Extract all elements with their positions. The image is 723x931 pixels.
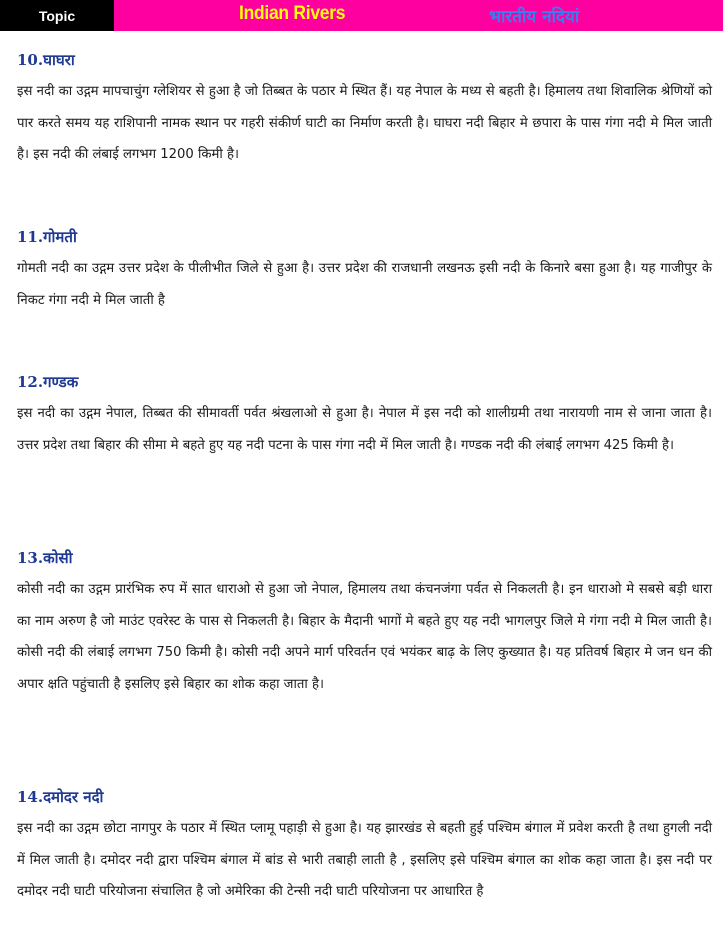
title-hindi: भारतीय नदियां: [489, 7, 580, 27]
title-band: [114, 0, 723, 31]
section-gomti: [17, 227, 712, 316]
section-title: 12.गण्डक: [17, 373, 79, 391]
section-kosi: [17, 548, 712, 700]
section-ghaghra: [17, 50, 712, 171]
topic-label: Topic: [0, 0, 114, 31]
section-title: 14.दमोदर नदी: [17, 788, 104, 806]
section-body: इस नदी का उद्गम छोटा नागपुर के पठार में स्थित प्लामू पहाड़ी से हुआ है। यह झारखंड से बहती हुई पश्चिम बंगाल में प्रवेश करती है तथा हुगली नदी में मिल जाती है। दमोदर नदी द्वारा पश्चिम बंगाल में बांड से भारी तबाही लाती है , इसलिए इसे पश्चिम बंगाल का शोक कहा जाता है। इस नदी पर दमोदर नदी घाटी परियोजना संचालित है जो अमेरिका की टेन्सी नदी घाटी परियोजना पर आधारित है: [17, 821, 712, 899]
section-title: 13.कोसी: [17, 549, 73, 567]
section-body: इस नदी का उद्गम मापचाचुंग ग्लेशियर से हुआ है जो तिब्बत के पठार मे स्थित हैं। यह नेपाल के मध्य से बहती है। हिमालय तथा शिवालिक श्रेणियों को पार करते समय यह राशिपानी नामक स्थान पर गहरी संकीर्ण घाटी का निर्माण करती है। घाघरा नदी बिहार मे छपारा के पास गंगा नदी मे मिल जाती है। इस नदी की लंबाई लगभग 1200 किमी है।: [17, 84, 712, 162]
section-damodar: [17, 787, 712, 908]
section-body: इस नदी का उद्गम नेपाल, तिब्बत की सीमावर्ती पर्वत श्रंखलाओ से हुआ है। नेपाल में इस नदी को शालीग्रमी तथा नारायणी नाम से जाना जाता है। उत्तर प्रदेश तथा बिहार की सीमा मे बहते हुए यह नदी पटना के पास गंगा नदी में मिल जाती है। गण्डक नदी की लंबाई लगभग 425 किमी है।: [17, 406, 712, 453]
section-body: कोसी नदी का उद्गम प्रारंभिक रुप में सात धाराओ से हुआ जो नेपाल, हिमालय तथा कंचनजंगा पर्वत से निकलती है। इन धाराओ मे सबसे बड़ी धारा का नाम अरुण है जो माउंट एवरेस्ट के पास से निकलती है। बिहार के मैदानी भागों मे बहते हुए यह नदी भागलपुर जिले मे गंगा नदी मे मिल जाती है। कोसी नदी की लंबाई लगभग 750 किमी है। कोसी नदी अपने मार्ग परिवर्तन एवं भयंकर बाढ़ के लिए कुख्यात है। यह प्रतिवर्ष बिहार मे जन धन की अपार क्षति पहुंचाती है इसलिए इसे बिहार का शोक कहा जाता है।: [17, 582, 712, 692]
section-gandak: [17, 372, 712, 461]
section-body: गोमती नदी का उद्गम उत्तर प्रदेश के पीलीभीत जिले से हुआ है। उत्तर प्रदेश की राजधानी लखनऊ इसी नदी के किनारे बसा हुआ है। यह गाजीपुर के निकट गंगा नदी मे मिल जाती है: [17, 261, 712, 308]
section-title: 11.गोमती: [17, 228, 77, 246]
section-title: 10.घाघरा: [17, 51, 75, 69]
title-english: Indian Rivers: [239, 3, 346, 24]
page-header: [0, 0, 723, 31]
